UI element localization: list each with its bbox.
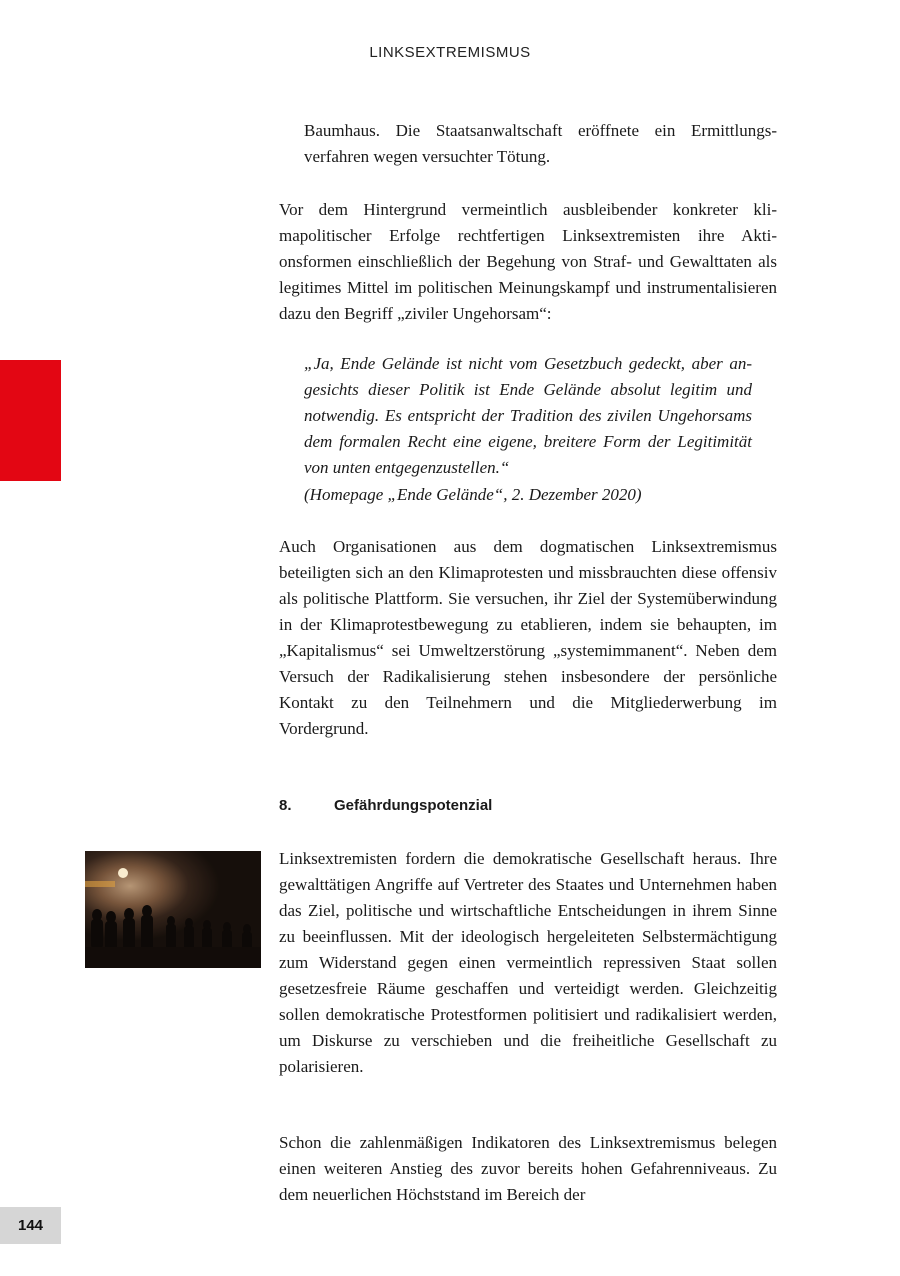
section-title: Gefährdungspotenzial — [334, 797, 493, 814]
paragraph-indicators: Schon die zahlenmäßigen Indikatoren des Linksextremismus belegen einen weiteren Anstieg des zuvor bereits hohen Gefahrenniveaus. Zu dem neuerlichen Höchststand im Bereich der — [279, 1133, 777, 1204]
paragraph-intro: Vor dem Hintergrund vermeintlich ausbleibender konkreter klimapolitischer Erfolge rechtfertigen Linksextremisten ihre Aktionsformen einschließlich der Begehung von Straf- und Gewalttaten als legitimes Mittel im politischen Meinungskampf und instrumentalisieren dazu den Begriff „ziviler Ungehorsam“: — [279, 200, 777, 323]
chapter-marker — [0, 360, 61, 481]
running-head-title: LINKSEXTREMISMUS — [369, 44, 531, 61]
page-number: 144 — [0, 1207, 61, 1244]
quote-source: (Homepage „Ende Gelände“, 2. Dezember 2020) — [304, 485, 642, 504]
section-number: 8. — [279, 797, 292, 814]
block-quote: „Ja, Ende Gelände ist nicht vom Gesetzbuch gedeckt, aber angesichts dieser Politik ist Ende Gelände absolut legitim und notwendig. Es entspricht der Tradition des zivilen Ungehorsams dem formalen Recht eine eigene, breitere Form der Legitimität von unten entgegenzustellen.“ — [304, 354, 752, 477]
paragraph-organisations: Auch Organisationen aus dem dogmatischen Linksextremismus beteiligten sich an den Klimaprotesten und missbrauchten diese offensiv als politische Plattform. Sie versuchen, ihr Ziel der Systemüberwindung in der Klimaprotestbewegung zu etablieren, indem sie behaupten, im „Kapitalismus“ sei Umweltzerstörung „systemimmanent“. Neben dem Versuch der Radikalisierung stehen insbesondere der persönliche Kontakt zu den Teilnehmern und die Mitgliederwerbung im Vordergrund. — [279, 537, 777, 738]
paragraph-threat: Linksextremisten fordern die demokratische Gesellschaft heraus. Ihre gewalttätigen Angriffe auf Vertreter des Staates und Unternehmen haben das Ziel, politische und wirtschaftliche Entscheidungen in ihrem Sinne zu beeinflussen. Mit der ideologisch hergeleiteten Selbstermächtigung zum Widerstand gegen einen vermeintlich repressiven Staat sollen gesetzesfreie Räume geschaffen und verteidigt werden. Gleichzeitig sollen demokratische Protestformen politisiert und radikalisiert werden, um Diskurse zu verschieben und die freiheitliche Gesellschaft zu polarisieren. — [279, 849, 777, 1076]
paragraph-continuation: Baumhaus. Die Staatsanwaltschaft eröffnete ein Ermittlungsverfahren wegen versuchter Tötung. — [304, 121, 777, 166]
protest-photo — [85, 851, 261, 968]
section-heading — [279, 795, 777, 817]
